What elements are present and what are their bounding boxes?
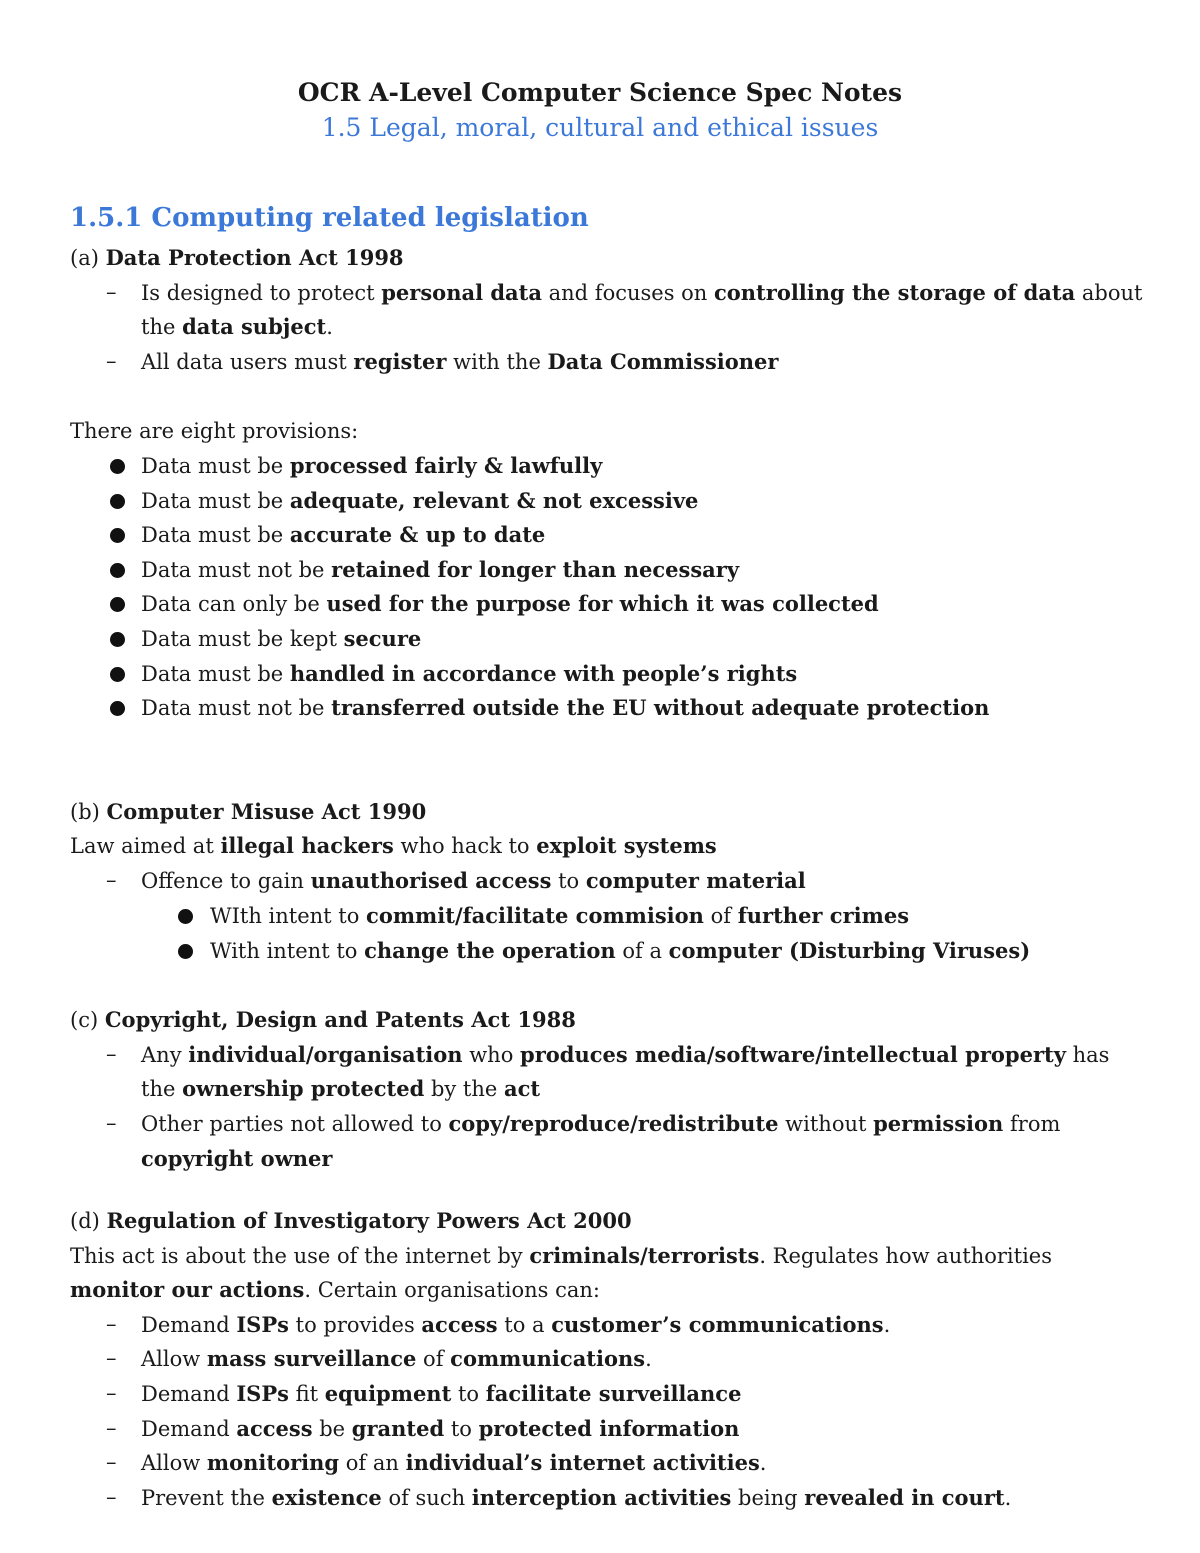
bullet-icon: [110, 597, 125, 612]
dash-marker: –: [106, 1381, 117, 1405]
provision-item: Data must be handled in accordance with people’s rights: [141, 661, 798, 686]
cma-intro: Law aimed at illegal hackers who hack to exploit systems: [70, 833, 717, 858]
ripa-item: Allow monitoring of an individual’s internet activities.: [141, 1450, 767, 1475]
ripa-item: Demand ISPs fit equipment to facilitate surveillance: [141, 1381, 742, 1406]
cma-subpoint-1: WIth intent to commit/facilitate commision of further crimes: [210, 903, 910, 928]
ripa-item: Allow mass surveillance of communications.: [141, 1346, 652, 1371]
provision-item: Data must be kept secure: [141, 626, 422, 651]
dash-marker: –: [106, 868, 117, 892]
dash-marker: –: [106, 280, 117, 304]
dpa-label: (a): [70, 246, 99, 270]
provisions-intro: There are eight provisions:: [70, 419, 359, 443]
provision-item: Data can only be used for the purpose for which it was collected: [141, 591, 879, 616]
provision-item: Data must be accurate & up to date: [141, 522, 546, 547]
dpa-heading: [70, 245, 404, 271]
cdpa-point-1-line-1: Any individual/organisation who produces media/software/intellectual property has: [141, 1042, 1110, 1067]
document-subtitle: 1.5 Legal, moral, cultural and ethical issues: [321, 113, 879, 142]
cdpa-point-1-line-2: the ownership protected by the act: [141, 1076, 541, 1101]
ripa-name: Regulation of Investigatory Powers Act 2000: [106, 1208, 632, 1233]
bullet-icon: [110, 701, 125, 716]
ripa-item: Demand ISPs to provides access to a customer’s communications.: [141, 1312, 891, 1337]
cdpa-heading: [70, 1007, 576, 1033]
bullet-icon: [178, 944, 193, 959]
provision-item: Data must be processed fairly & lawfully: [141, 453, 603, 478]
cma-point-1: Offence to gain unauthorised access to computer material: [141, 868, 806, 893]
cma-subpoint-2: With intent to change the operation of a computer (Disturbing Viruses): [210, 938, 1031, 963]
ripa-item: Demand access be granted to protected information: [141, 1416, 740, 1441]
ripa-intro-line-1: This act is about the use of the internet by criminals/terrorists. Regulates how authorities: [70, 1243, 1053, 1268]
cdpa-point-2-line-1: Other parties not allowed to copy/reproduce/redistribute without permission from: [141, 1111, 1061, 1136]
ripa-item: Prevent the existence of such interception activities being revealed in court.: [141, 1485, 1012, 1510]
cma-name: Computer Misuse Act 1990: [106, 799, 427, 824]
bullet-icon: [110, 494, 125, 509]
dash-marker: –: [106, 1111, 117, 1135]
dash-marker: –: [106, 349, 117, 373]
dash-marker: –: [106, 1346, 117, 1370]
provision-item: Data must be adequate, relevant & not excessive: [141, 488, 699, 513]
provision-item: Data must not be retained for longer than necessary: [141, 557, 740, 582]
dash-marker: –: [106, 1485, 117, 1509]
section-heading: 1.5.1 Computing related legislation: [70, 203, 589, 233]
dash-marker: –: [106, 1450, 117, 1474]
ripa-heading: [70, 1208, 632, 1234]
bullet-icon: [110, 667, 125, 682]
dpa-point-2: All data users must register with the Data Commissioner: [141, 349, 779, 374]
cdpa-label: (c): [70, 1008, 99, 1032]
bullet-icon: [110, 459, 125, 474]
cdpa-name: Copyright, Design and Patents Act 1988: [104, 1007, 576, 1032]
bullet-icon: [110, 632, 125, 647]
provision-item: Data must not be transferred outside the EU without adequate protection: [141, 695, 990, 720]
document-title: OCR A-Level Computer Science Spec Notes: [297, 78, 903, 107]
cma-label: (b): [70, 800, 100, 824]
bullet-icon: [110, 528, 125, 543]
ripa-intro-line-2: monitor our actions. Certain organisations can:: [70, 1277, 600, 1302]
dpa-point-1-line-2: the data subject.: [141, 314, 333, 339]
dpa-name: Data Protection Act 1998: [105, 245, 404, 270]
cdpa-point-2-line-2: copyright owner: [141, 1146, 333, 1171]
bullet-icon: [178, 909, 193, 924]
dash-marker: –: [106, 1042, 117, 1066]
dash-marker: –: [106, 1312, 117, 1336]
dash-marker: –: [106, 1416, 117, 1440]
ripa-label: (d): [70, 1209, 100, 1233]
bullet-icon: [110, 563, 125, 578]
cma-heading: [70, 799, 426, 825]
dpa-point-1-line-1: Is designed to protect personal data and focuses on controlling the storage of data about: [141, 280, 1143, 305]
